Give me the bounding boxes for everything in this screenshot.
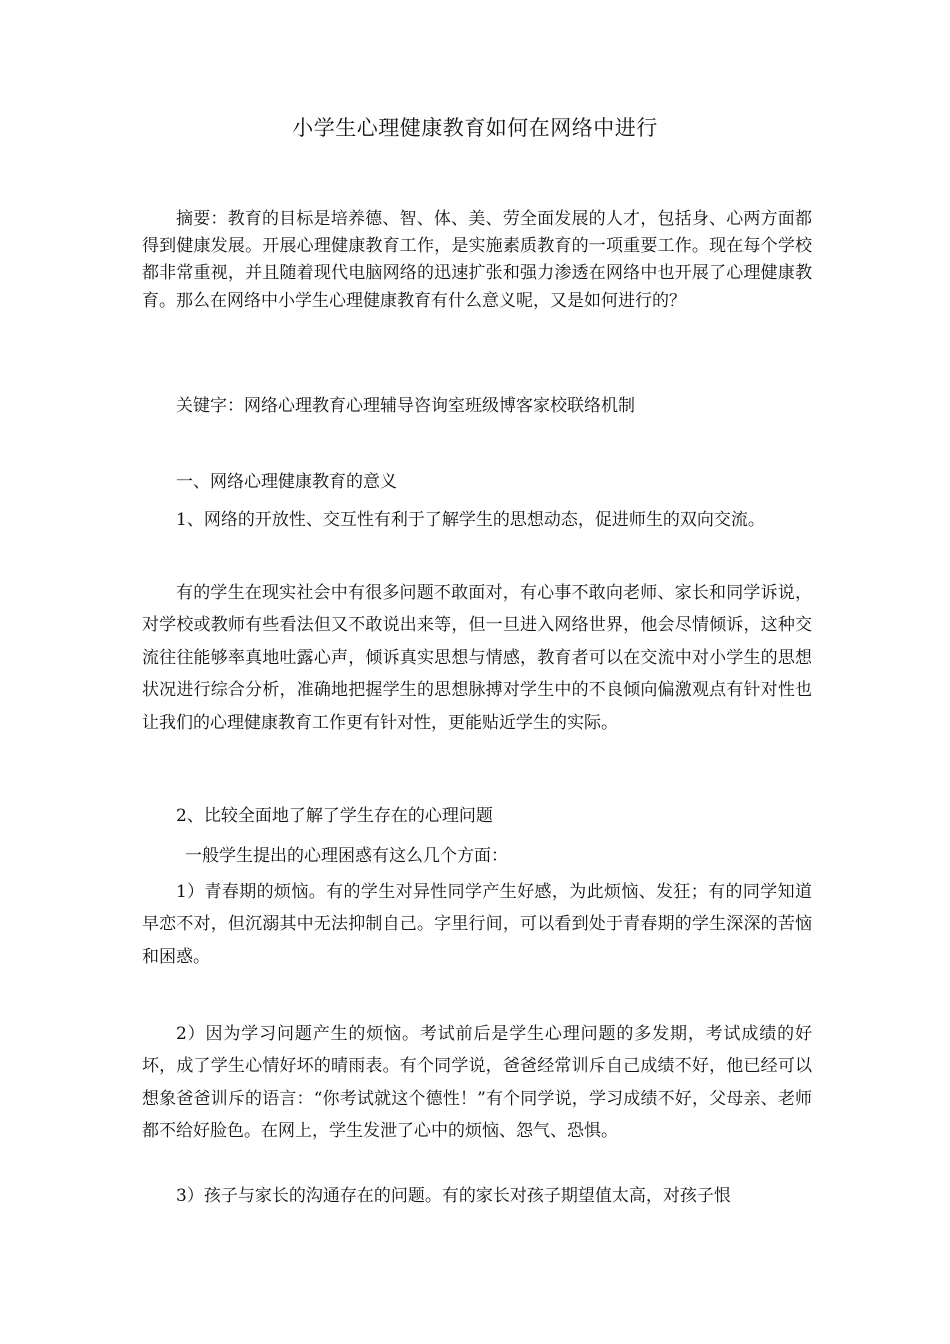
point-body-1: 有的学生在现实社会中有很多问题不敢面对，有心事不敢向老师、家长和同学诉说，对学校或教师有些看法但又不敢说出来等，但一旦进入网络世界，他会尽情倾诉，这种交流往往能够率真地吐露心声，倾诉真实思想与情感，教育者可以在交流中对小学生的思想状况进行综合分析，准确地把握学生的思想脉搏对学生中的不良倾向偏激观点有针对性也让我们的心理健康教育工作更有针对性，更能贴近学生的实际。 [142,583,812,733]
abstract-paragraph: 摘要：教育的目标是培养德、智、体、美、劳全面发展的人才，包括身、心两方面都得到健康发展。开展心理健康教育工作，是实施素质教育的一项重要工作。现在每个学校都非常重视，并且随着现代电脑网络的迅速扩张和强力渗透在网络中也开展了心理健康教育。那么在网络中小学生心理健康教育有什么意义呢，又是如何进行的？ [142,209,812,311]
keywords-line: 关键字：网络心理教育心理辅导咨询室班级博客家校联络机制 [176,396,635,416]
document-title: 小学生心理健康教育如何在网络中进行 [292,116,658,140]
list-item-2: 2）因为学习问题产生的烦恼。考试前后是学生心理问题的多发期，考试成绩的好坏，成了学生心情好坏的晴雨表。有个同学说，爸爸经常训斥自己成绩不好，他已经可以想象爸爸训斥的语言：“你考试就这个德性！”有个同学说，学习成绩不好，父母亲、老师都不给好脸色。在网上，学生发泄了心中的烦恼、怨气、恐惧。 [142,1024,812,1142]
section-heading: 一、网络心理健康教育的意义 [176,472,397,492]
point-heading-2: 2、比较全面地了解了学生存在的心理问题 [176,806,493,826]
point-heading-1: 1、网络的开放性、交互性有利于了解学生的思想动态，促进师生的双向交流。 [176,510,765,530]
list-item-3: 3）孩子与家长的沟通存在的问题。有的家长对孩子期望值太高，对孩子恨 [176,1186,731,1206]
point-intro-2: 一般学生提出的心理困惑有这么几个方面： [185,846,508,866]
list-item-1: 1）青春期的烦恼。有的学生对异性同学产生好感，为此烦恼、发狂；有的同学知道早恋不对，但沉溺其中无法抑制自己。字里行间，可以看到处于青春期的学生深深的苦恼和困惑。 [142,882,812,967]
